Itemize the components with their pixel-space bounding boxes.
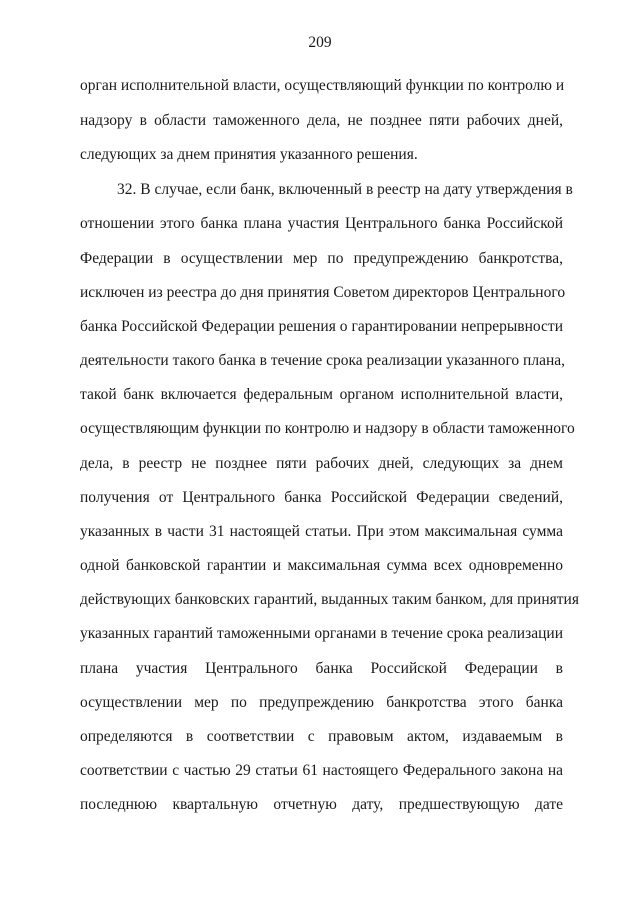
text-line: последнюю квартальную отчетную дату, предшествующую дате xyxy=(80,796,563,813)
page-number: 209 xyxy=(308,34,332,51)
text-line: отношении этого банка плана участия Центрального банка Российской xyxy=(80,215,563,232)
text-line: действующих банковских гарантий, выданных таким банком, для принятия xyxy=(80,591,579,608)
text-line: исключен из реестра до дня принятия Советом директоров Центрального xyxy=(80,284,566,301)
text-line: соответствии с частью 29 статьи 61 настоящего Федерального закона на xyxy=(80,762,563,779)
text-line: надзору в области таможенного дела, не позднее пяти рабочих дней, xyxy=(80,112,563,129)
text-line: указанных гарантий таможенными органами в течение срока реализации xyxy=(80,625,563,642)
text-line: получения от Центрального банка Российской Федерации сведений, xyxy=(80,489,563,506)
text-line: осуществлении мер по предупреждению банкротства этого банка xyxy=(80,694,563,711)
text-line: орган исполнительной власти, осуществляющий функции по контролю и xyxy=(80,77,565,94)
text-line: банка Российской Федерации решения о гарантировании непрерывности xyxy=(80,318,563,335)
text-line: дела, в реестр не позднее пяти рабочих дней, следующих за днем xyxy=(80,455,563,472)
text-line: определяются в соответствии с правовым актом, издаваемым в xyxy=(80,728,563,745)
text-line: следующих за днем принятия указанного решения. xyxy=(80,146,418,163)
text-line: такой банк включается федеральным органом исполнительной власти, xyxy=(80,386,563,403)
paragraph-first-line: 32. В случае, если банк, включенный в реестр на дату утверждения в xyxy=(117,181,573,198)
text-line: плана участия Центрального банка Российской Федерации в xyxy=(80,660,563,677)
text-line: Федерации в осуществлении мер по предупреждению банкротства, xyxy=(80,250,563,267)
text-line: деятельности такого банка в течение срока реализации указанного плана, xyxy=(80,352,566,369)
text-line: осуществляющим функции по контролю и надзору в области таможенного xyxy=(80,420,575,437)
text-line: указанных в части 31 настоящей статьи. При этом максимальная сумма xyxy=(80,523,563,540)
text-line: одной банковской гарантии и максимальная сумма всех одновременно xyxy=(80,557,563,574)
